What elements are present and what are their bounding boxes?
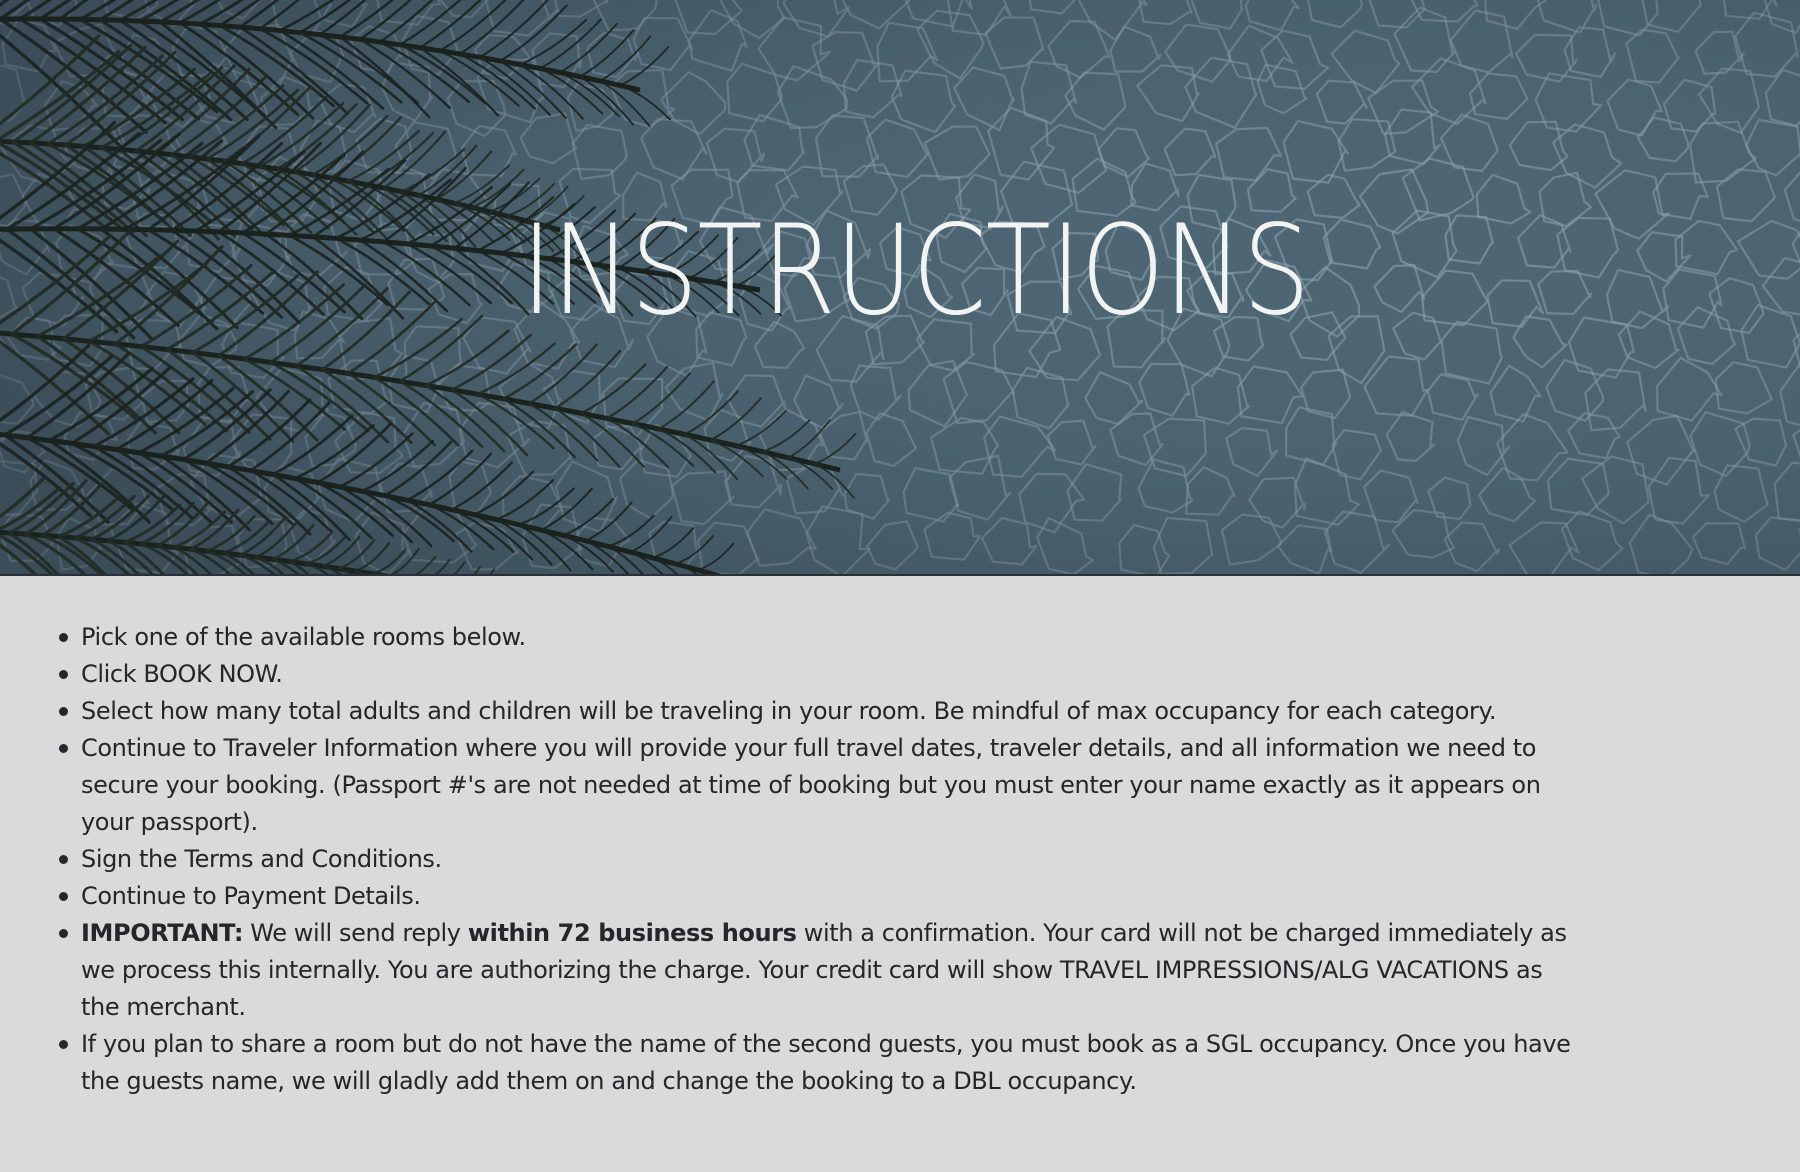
list-item: [81, 693, 1581, 730]
list-item: [81, 1026, 1581, 1100]
bullet-icon: [59, 1040, 68, 1049]
list-item-text: We will send reply: [243, 919, 468, 947]
bullet-icon: [59, 929, 68, 938]
bullet-icon: [59, 744, 68, 753]
list-item: [81, 730, 1581, 841]
list-item-text: Pick one of the available rooms below.: [81, 623, 526, 651]
list-item: [81, 841, 1581, 878]
bullet-icon: [59, 633, 68, 642]
list-item-text: with a confirmation. Your card will not be charged immediately as we process this internally. You are authorizing the charge. Your credit card will show TRAVEL IMPRESSIONS/ALG VACATIONS as the merchant.: [81, 919, 1567, 1021]
list-item-text: Select how many total adults and children will be traveling in your room. Be mindful of max occupancy for each category.: [81, 697, 1497, 725]
timeframe-emphasis: within 72 business hours: [467, 919, 797, 947]
important-label: IMPORTANT:: [81, 919, 244, 947]
list-item: [81, 619, 1581, 656]
list-item: [81, 656, 1581, 693]
list-item-text: Sign the Terms and Conditions.: [81, 845, 442, 873]
list-item-text: Click BOOK NOW.: [81, 660, 283, 688]
bullet-icon: [59, 855, 68, 864]
page-title: INSTRUCTIONS: [521, 199, 1310, 343]
hero-banner: [0, 0, 1800, 576]
instructions-section: [0, 576, 1800, 1172]
bullet-icon: [59, 892, 68, 901]
list-item-text: Continue to Payment Details.: [81, 882, 421, 910]
list-item: [81, 878, 1581, 915]
list-item-important: [81, 915, 1581, 1026]
instructions-list: [81, 619, 1581, 1100]
list-item-text: If you plan to share a room but do not have the name of the second guests, you must book as a SGL occupancy. Once you have the guests name, we will gladly add them on and change the booking to a DBL occupancy.: [81, 1030, 1571, 1095]
bullet-icon: [59, 670, 68, 679]
list-item-text: Continue to Traveler Information where you will provide your full travel dates, traveler details, and all information we need to secure your booking. (Passport #'s are not needed at time of booking but you must enter your name exactly as it appears on your passport).: [81, 734, 1541, 836]
bullet-icon: [59, 707, 68, 716]
